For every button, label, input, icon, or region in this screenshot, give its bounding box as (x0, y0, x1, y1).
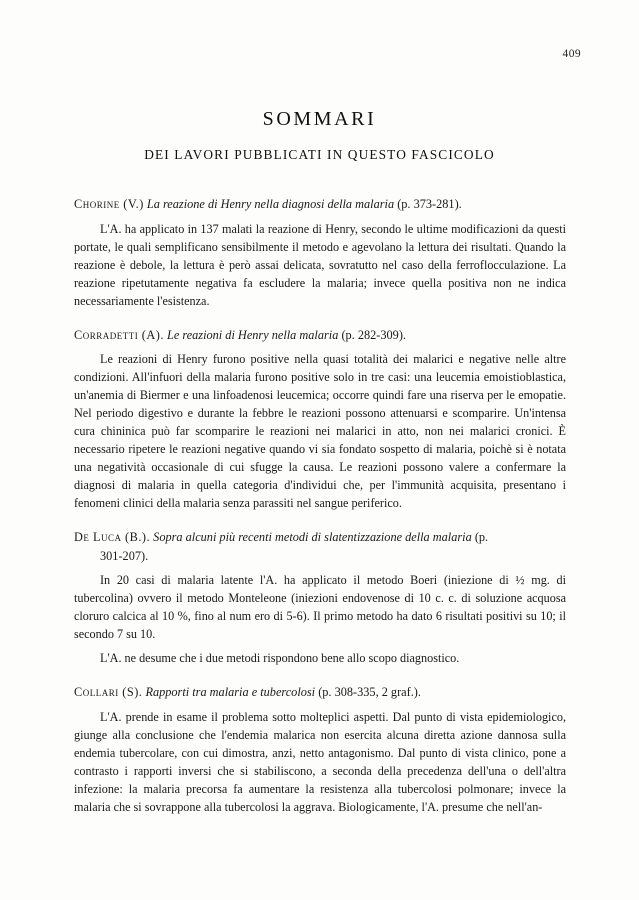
entry-title: Sopra alcuni più recenti metodi di slatentizzazione della malaria (153, 529, 472, 544)
summaries-list (74, 196, 566, 833)
entry-pages: (p. 282-309). (341, 327, 406, 342)
entry-title: La reazione di Henry nella diagnosi della malaria (146, 197, 395, 211)
entry-paragraph: Le reazioni di Henry furono positive nella quasi totalità dei malarici e negative nelle altre condizioni. All'infuori della malaria furono positive solo in tre casi: una leucemia emoistioblastica, un'anemia di Biermer e una linfoadenosi leucemica; occorre quindi fare una riserva per le emopatie. Nel periodo digestivo e durante la febbre le reazioni possono attenuarsi e scomparire. Un'intensa cura chininica può far scomparire le reazioni nei malarici in atto, non nei malarici cronici. È necessario ripetere le reazioni negative quando vi sia fondato sospetto di malaria, poichè si è notata una negatività occasionale di cui sfugge la causa. Le reazioni possono valere a confermare la diagnosi di malaria in quella categoria d'individui che, per l'immunità acquisita, presentano i fenomeni clinici della malaria senza parassiti nel sangue periferico. (74, 352, 566, 510)
summary-entry (74, 684, 566, 816)
entry-paragraph: In 20 casi di malaria latente l'A. ha applicato il metodo Boeri (iniezione di ½ mg. di tubercolina) ovvero il metodo Monteleone (iniezioni endovenose di 10 c. c. di soluzione acquosa cloruro calcica al 10 %, fino al num ero di 5-6). Il primo metodo ha dato 6 risultati positivi su 10; il secondo 7 su 10. (74, 573, 566, 642)
summary-entry (74, 529, 566, 668)
page-title: SOMMARI (262, 108, 377, 130)
summary-entry (74, 327, 566, 513)
entry-heading (74, 327, 566, 345)
entry-title: Rapporti tra malaria e tubercolosi (145, 685, 316, 700)
page-subtitle: DEI LAVORI PUBBLICATI IN QUESTO FASCICOLO (144, 147, 495, 162)
entry-author: Corradetti (A). (74, 327, 164, 342)
page-number: 409 (562, 48, 581, 60)
entry-paragraph: L'A. ne desume che i due metodi rispondono bene allo scopo diagnostico. (100, 651, 460, 666)
title-block (0, 108, 639, 163)
entry-pages: (p. 308-335, 2 graf.). (318, 685, 421, 700)
entry-pages: (p. 373-281). (397, 197, 462, 211)
entry-pages: (p. (474, 529, 489, 544)
summary-entry (74, 196, 566, 311)
entry-author: Collari (S). (74, 685, 143, 700)
entry-paragraph: L'A. prende in esame il problema sotto molteplici aspetti. Dal punto di vista epidemiologico, giunge alla conclusione che l'endemia malarica non esercita alcuna diretta azione dannosa sulla endemia tubercolare, con cui dimostra, anzi, netto antagonismo. Dal punto di vista clinico, pone a contrasto i rapporti inversi che si stabiliscono, a seconda della precedenza dell'una o dell'altra infezione: la malaria precorsa fa aumentare la resistenza alla tubercolosi polmonare; invece la malaria che si sovrappone alla tubercolosi la aggrava. Biologicamente, l'A. presume che nell'an- (74, 709, 566, 814)
entry-author: De Luca (B.). (74, 529, 151, 544)
entry-title: Le reazioni di Henry nella malaria (167, 327, 339, 342)
entry-paragraph: L'A. ha applicato in 137 malati la reazione di Henry, secondo le ultime modificazioni da questi portate, le quali semplificano sensibilmente il metodo e agevolano la lettura dei risultati. Quando la reazione è debole, la lettura è però assai delicata, sovratutto nel caso della ferroflocculazione. La reazione ripetutamente negativa fa escludere la malaria; invece quella positiva non ne indica necessariamente l'esistenza. (74, 221, 566, 308)
entry-heading (74, 529, 566, 566)
entry-heading (74, 196, 566, 214)
entry-author: Chorine (V.) (74, 197, 144, 211)
entry-heading (74, 684, 566, 702)
entry-pages-continuation: 301-207). (100, 548, 149, 563)
